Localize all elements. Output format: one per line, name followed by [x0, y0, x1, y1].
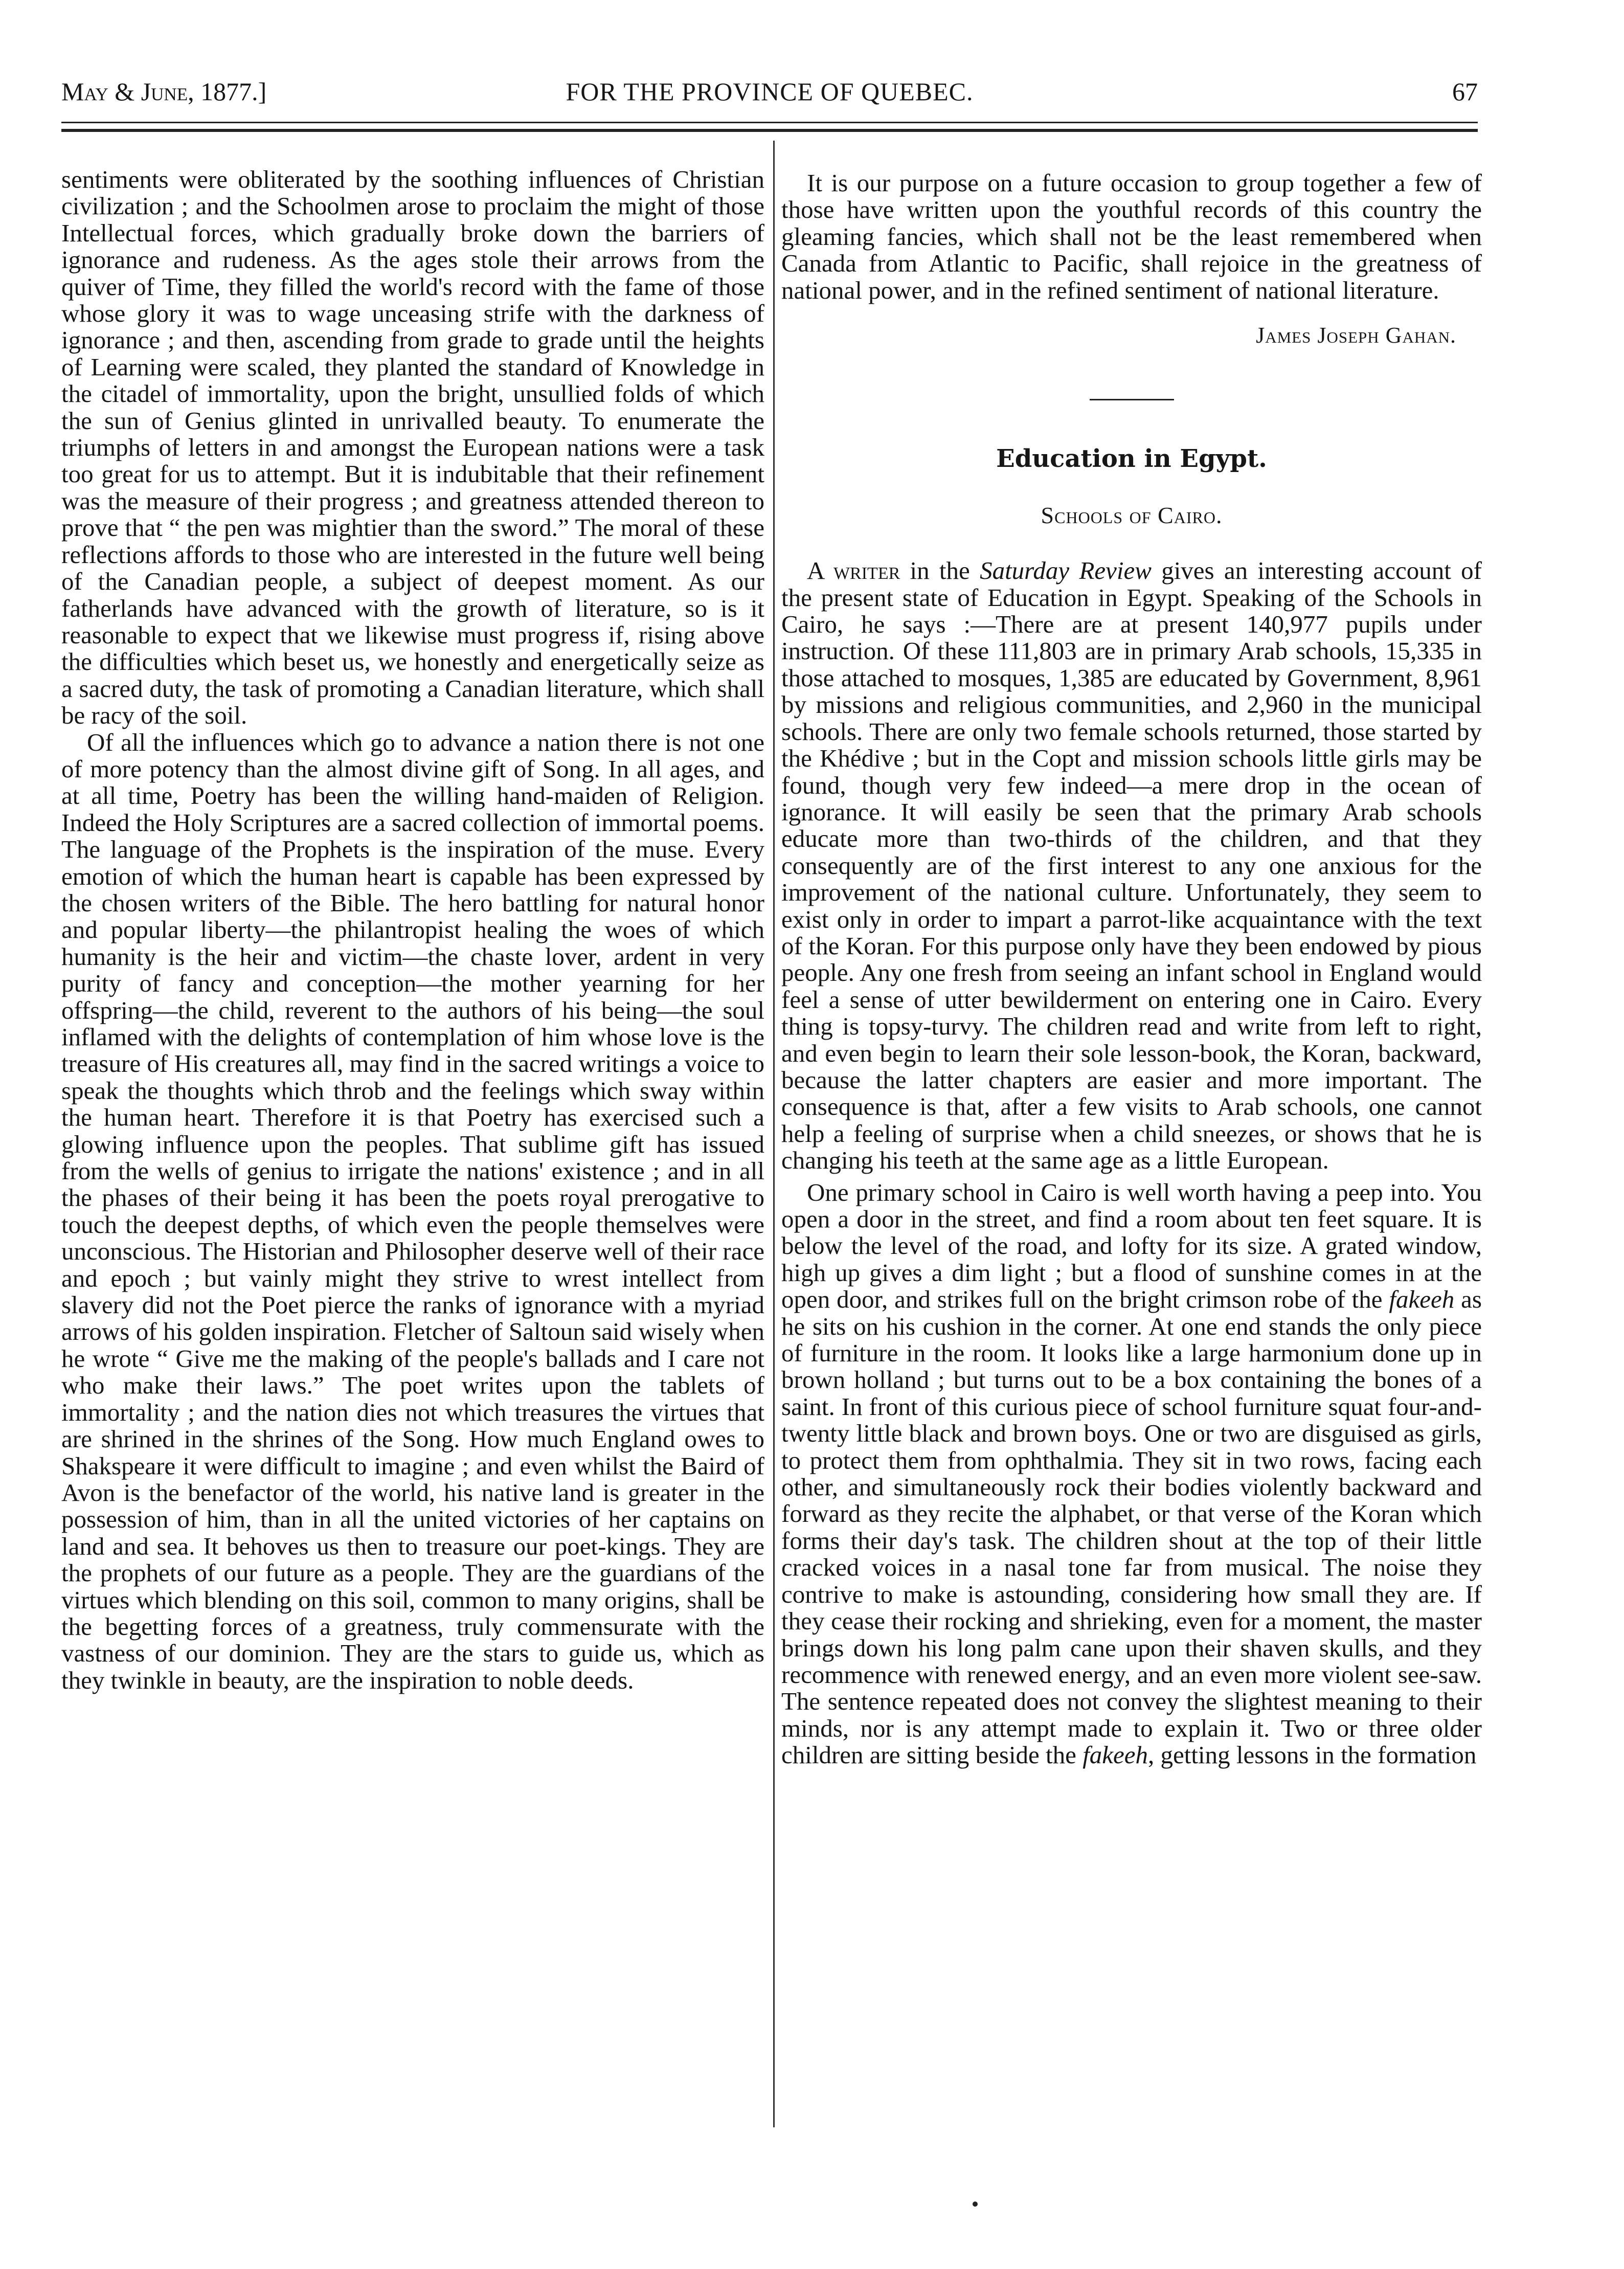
running-title: FOR THE PROVINCE OF QUEBEC.	[566, 77, 974, 106]
p2-italic-a: fakeeh	[1389, 1285, 1455, 1314]
left-column	[61, 166, 764, 1694]
print-speck	[973, 2201, 978, 2207]
p2-text-a: One primary school in Cairo is well worth having a peep into. You open a door in the street, and find a room about ten feet square. It is below the level of the road, and lofty for its size. A grated window, high up gives a dim light ; but a flood of sunshine comes in at the open door, and strikes full on the bright crimson robe of the	[781, 1178, 1482, 1314]
right-column	[781, 170, 1482, 1769]
author-signature: James Joseph Gahan.	[1256, 323, 1456, 348]
p2-text-c: , getting lessons in the formation	[1148, 1741, 1477, 1769]
issue-date: May & June, 1877.]	[61, 77, 267, 106]
article-title: Education in Egypt.	[996, 444, 1267, 474]
page-number: 67	[1452, 77, 1478, 106]
lead-word: A writer	[807, 556, 900, 585]
header-rule-thin	[61, 122, 1478, 123]
column-divider	[773, 141, 775, 2127]
page-header	[61, 72, 1478, 118]
publication-name: Saturday Review	[980, 556, 1152, 585]
p2-italic-b: fakeeh	[1082, 1741, 1148, 1769]
article-paragraph-1	[781, 557, 1482, 1174]
left-paragraph-2: Of all the influences which go to advance a nation there is not one of more potency than the almost divine gift of Song. In all ages, and at all time, Poetry has been the willing hand-maiden of Religion. Indeed the Holy Scriptures are a sacred collection of immortal poems. The language of the Prophets is the inspiration of the muse. Every emotion of which the human heart is capable has been expressed by the chosen writers of the Bible. The hero battling for natural honor and popular liberty—the philantropist healing the woes of which humanity is the heir and victim—the chaste lover, ardent in very purity of fancy and conception—the mother yearning for her offspring—the child, reverent to the authors of his being—the soul inflamed with the delights of contemplation of him whose love is the treasure of His creatures all, may find in the sacred writings a voice to speak the thoughts which throb and the feelings which sway within the human heart. Therefore it is that Poetry has exercised such a glowing influence upon the peoples. That sublime gift has issued from the wells of genius to irrigate the nations' existence ; and in all the phases of their being it has been the poets royal prerogative to touch the deepest depths, of which even the people themselves were unconscious. The Historian and Philosopher deserve well of their race and epoch ; but vainly might they strive to wrest intellect from slavery did not the Poet pierce the ranks of ignorance with a myriad arrows of his golden inspiration. Fletcher of Saltoun said wisely when he wrote “ Give me the making of the people's ballads and I care not who make their laws.” The poet writes upon the tablets of immortality ; and the nation dies not which treasures the virtues that are shrined in the shrines of the Song. How much England owes to Shakspeare it were difficult to imagine ; and even whilst the Baird of Avon is the benefactor of the world, his native land is greater in the possession of him, than in all the united victories of her captains on land and sea. It behoves us then to treasure our poet-kings. They are the prophets of our future as a people. They are the guardians of the virtues which blending on this soil, common to many origins, shall be the begetting forces of a greatness, truly commensurate with the vastness of our dominion. They are the stars to guide us, which as they twinkle in beauty, are the inspiration to noble deeds.	[61, 728, 764, 1694]
lead-text-b: gives an interesting account of the present state of Education in Egypt. Speaking of the Schools in Cairo, he says :—There are at present 140,977 pupils under instruction. Of these 111,803 are in primary Arab schools, 15,335 in those attached to mosques, 1,385 are educated by Government, 8,961 by missions and religious communities, and 2,960 in the municipal schools. There are only two female schools returned, those started by the Khédive ; but in the Copt and mission schools little girls may be found, though very few indeed—a mere drop in the ocean of ignorance. It will easily be seen that the primary Arab schools educate more than two-thirds of the children, and that they consequently are of the first interest to any one anxious for the improvement of the national culture. Unfortunately, they seem to exist only in order to impart a parrot-like acquaintance with the text of the Koran. For this purpose only have they been endowed by pious people. Any one fresh from seeing an infant school in England would feel a sense of utter bewilderment on entering one in Cairo. Every thing is topsy-turvy. The children read and write from left to right, and even begin to learn their sole lesson-book, the Koran, backward, because the latter chapters are easier and more important. The consequence is that, after a few visits to Arab schools, one cannot help a feeling of surprise when a child sneezes, or shows that he is changing his teeth at the same age as a little European.	[781, 556, 1482, 1175]
left-paragraph-1: sentiments were obliterated by the soothing influences of Christian civilization ; and the Schoolmen arose to proclaim the might of those Intellectual forces, which gradually broke down the barriers of ignorance and rudeness. As the ages stole their arrows from the quiver of Time, they filled the world's record with the fame of those whose glory it was to wage unceasing strife with the darkness of ignorance ; and then, ascending from grade to grade until the heights of Learning were scaled, they planted the standard of Knowledge in the citadel of immortality, upon the bright, unsullied folds of which the sun of Genius glinted in unrivalled beauty. To enumerate the triumphs of letters in and amongst the European nations were a task too great for us to attempt. But it is indubitable that their refinement was the measure of their progress ; and greatness attended thereon to prove that “ the pen was mightier than the sword.” The moral of these reflections affords to those who are interested in the future well being of the Canadian people, a subject of deepest moment. As our fatherlands have advanced with the growth of literature, so is it reasonable to expect that we likewise must progress if, rising above the difficulties which beset us, we honestly and energetically seize as a sacred duty, the task of promoting a Canadian literature, which shall be racy of the soil.	[61, 165, 764, 730]
lead-text-a: in the	[900, 556, 980, 585]
article-paragraph-2	[781, 1179, 1482, 1769]
header-rule-thick	[61, 129, 1478, 132]
article-subtitle: Schools of Cairo.	[1041, 502, 1223, 528]
p2-text-b: as he sits on his cushion in the corner. At one end stands the only piece of furniture in the room. It looks like a large harmonium done up in brown holland ; but turns out to be a box containing the bones of a saint. In front of this curious piece of school furniture squat four-and-twenty little black and brown boys. One or two are disguised as girls, to protect them from ophthalmia. They sit in two rows, facing each other, and simultaneously rock their bodies violently backward and forward as they recite the alphabet, or that verse of the Koran which forms their day's task. The children shout at the top of their little cracked voices in a nasal tone far from musical. The noise they contrive to make is astounding, considering how small they are. If they cease their rocking and shrieking, even for a moment, the master brings down his long palm cane upon their shaven skulls, and they recommence with renewed energy, and an even more violent see-saw. The sentence repeated does not convey the slightest meaning to their minds, nor is any attempt made to explain it. Two or three older children are sitting beside the	[781, 1285, 1482, 1769]
closing-paragraph: It is our purpose on a future occasion to group together a few of those have written upon the youthful records of this country the gleaming fancies, which shall not be the least remembered when Canada from Atlantic to Pacific, shall rejoice in the greatness of national power, and in the refined sentiment of national literature.	[781, 169, 1482, 304]
article-separator	[1090, 399, 1174, 400]
